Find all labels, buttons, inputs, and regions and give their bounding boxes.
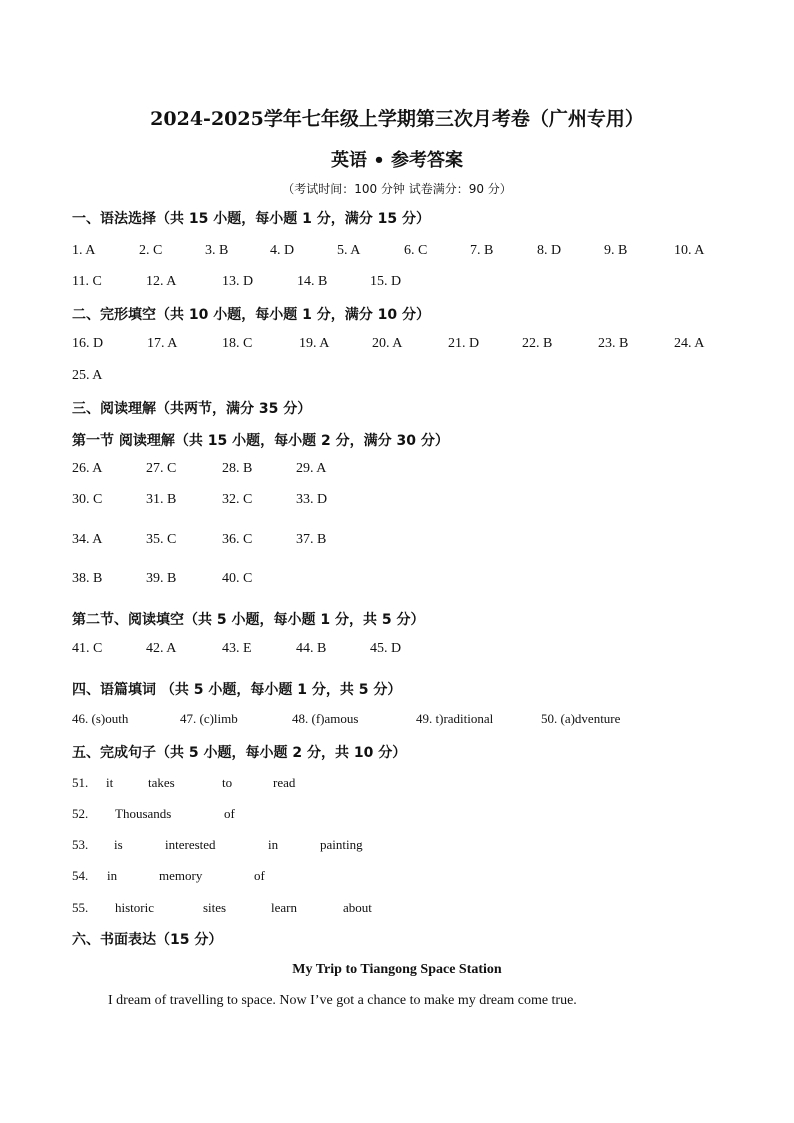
answer-item: 30. C — [72, 492, 103, 507]
essay-title: My Trip to Tiangong Space Station — [292, 962, 502, 977]
answer-item: 24. A — [674, 336, 705, 351]
answer-item: 11. C — [72, 274, 102, 289]
answer-item: interested — [165, 837, 216, 852]
answer-item: 40. C — [222, 571, 253, 586]
answer-item: 4. D — [270, 243, 295, 258]
answer-item: 25. A — [72, 368, 103, 383]
section-heading-reading: 三、阅读理解（共两节，满分 35 分） — [72, 401, 312, 417]
answer-item: 15. D — [370, 274, 402, 289]
answer-item: 54. — [72, 868, 89, 883]
section-heading-writing: 六、书面表达（15 分） — [72, 932, 223, 948]
exam-info: （考试时间：100 分钟 试卷满分：90 分） — [282, 182, 512, 196]
answer-item: 1. A — [72, 243, 96, 258]
answer-item: 34. A — [72, 532, 103, 547]
answer-item: 20. A — [372, 336, 403, 351]
answer-item: 9. B — [604, 243, 628, 258]
answer-item: 49. t)raditional — [416, 711, 494, 726]
answer-item: 50. (a)dventure — [541, 711, 621, 726]
answer-item: painting — [320, 837, 363, 852]
answer-item: 3. B — [205, 243, 229, 258]
section-heading-reading-part1: 第一节 阅读理解（共 15 小题，每小题 2 分，满分 30 分） — [72, 433, 449, 449]
answer-item: 42. A — [146, 641, 177, 656]
section-heading-reading-part2: 第二节、阅读填空（共 5 小题，每小题 1 分，共 5 分） — [72, 612, 425, 628]
answer-item: 51. — [72, 775, 89, 790]
answer-item: memory — [159, 868, 203, 883]
answer-item: 43. E — [222, 641, 252, 656]
answer-item: sites — [203, 900, 227, 915]
answer-item: 39. B — [146, 571, 177, 586]
answer-item: 27. C — [146, 461, 177, 476]
answer-item: 7. B — [470, 243, 494, 258]
answer-item: 35. C — [146, 532, 177, 547]
answer-item: 44. B — [296, 641, 327, 656]
answer-item: of — [254, 868, 265, 883]
answer-item: 37. B — [296, 532, 327, 547]
section-heading-sentences: 五、完成句子（共 5 小题，每小题 2 分，共 10 分） — [72, 745, 407, 761]
answer-item: 23. B — [598, 336, 629, 351]
answer-item: 18. C — [222, 336, 253, 351]
answer-item: 13. D — [222, 274, 254, 289]
answer-item: to — [222, 775, 233, 790]
answer-item: 33. D — [296, 492, 328, 507]
answer-item: in — [107, 868, 118, 883]
answer-item: 46. (s)outh — [72, 711, 129, 726]
answer-item: is — [114, 837, 123, 852]
answer-item: 55. — [72, 900, 89, 915]
answer-item: 52. — [72, 806, 89, 821]
answer-item: 47. (c)limb — [180, 711, 238, 726]
answer-item: 53. — [72, 837, 89, 852]
answer-item: Thousands — [115, 806, 172, 821]
answer-item: historic — [115, 900, 154, 915]
answer-item: 41. C — [72, 641, 103, 656]
answer-item: 12. A — [146, 274, 177, 289]
section-heading-grammar: 一、语法选择（共 15 小题，每小题 1 分，满分 15 分） — [72, 211, 430, 227]
answer-item: 2. C — [139, 243, 163, 258]
answer-item: about — [343, 900, 372, 915]
answer-item: 17. A — [147, 336, 178, 351]
answer-item: 10. A — [674, 243, 705, 258]
answer-item: 21. D — [448, 336, 480, 351]
section-heading-word-fill: 四、语篇填词 （共 5 小题，每小题 1 分，共 5 分） — [72, 682, 402, 698]
page-title: 2024-2025学年七年级上学期第三次月考卷（广州专用） — [150, 108, 644, 130]
answer-item: 16. D — [72, 336, 104, 351]
answer-item: 32. C — [222, 492, 253, 507]
answer-item: in — [268, 837, 279, 852]
answer-item: read — [273, 775, 296, 790]
essay-first-line: I dream of travelling to space. Now I’ve got a chance to make my dream come true. — [108, 993, 577, 1008]
answer-item: 29. A — [296, 461, 327, 476]
answer-item: 22. B — [522, 336, 553, 351]
answer-item: learn — [271, 900, 297, 915]
answer-item: 14. B — [297, 274, 328, 289]
answer-item: of — [224, 806, 235, 821]
answer-item: takes — [148, 775, 175, 790]
answer-item: 19. A — [299, 336, 330, 351]
answer-item: 38. B — [72, 571, 103, 586]
answer-item: 26. A — [72, 461, 103, 476]
answer-item: 6. C — [404, 243, 428, 258]
answer-item: 36. C — [222, 532, 253, 547]
section-heading-cloze: 二、完形填空（共 10 小题，每小题 1 分，满分 10 分） — [72, 307, 430, 323]
answer-item: 45. D — [370, 641, 402, 656]
answer-item: 8. D — [537, 243, 562, 258]
page-subtitle: 英语 • 参考答案 — [330, 150, 464, 171]
answer-item: 5. A — [337, 243, 361, 258]
answer-item: it — [106, 775, 114, 790]
answer-item: 31. B — [146, 492, 177, 507]
answer-item: 48. (f)amous — [292, 711, 359, 726]
answer-item: 28. B — [222, 461, 253, 476]
